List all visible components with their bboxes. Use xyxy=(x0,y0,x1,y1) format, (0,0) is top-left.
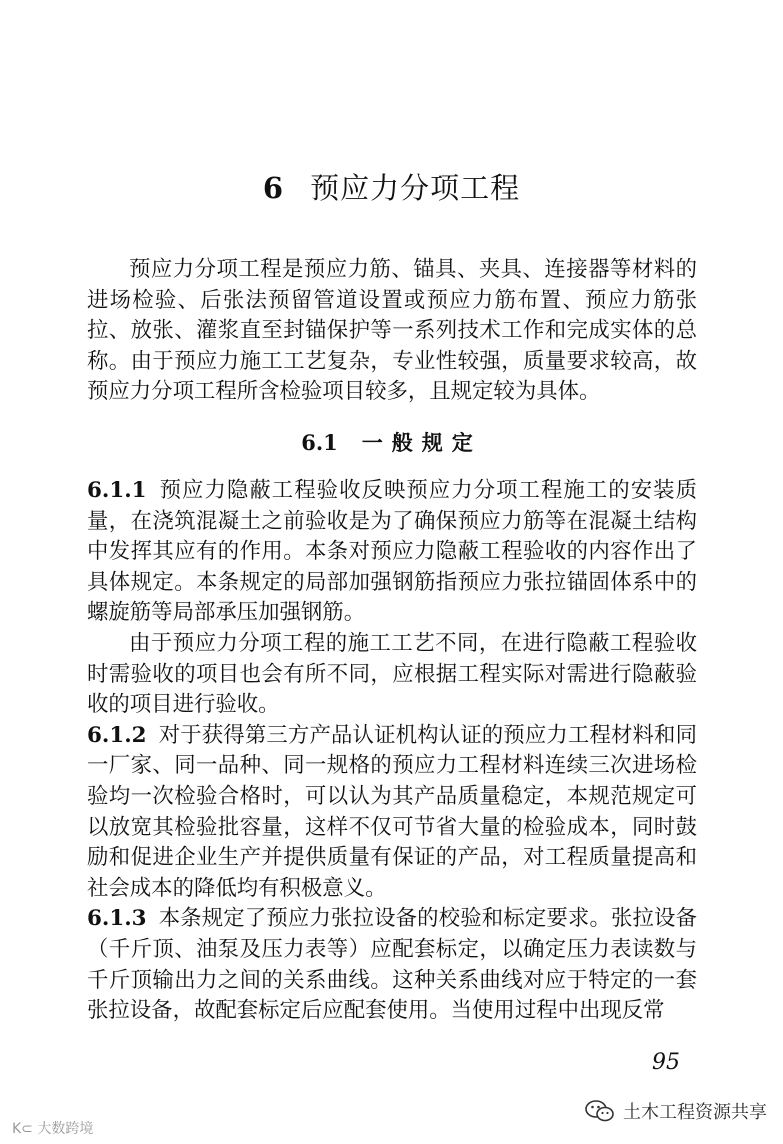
watermark-right xyxy=(585,1098,767,1124)
clause-text: 本条规定了预应力张拉设备的校验和标定要求。张拉设备（千斤顶、油泵及压力表等）应配套标定，以确定压力表读数与千斤顶输出力之间的关系曲线。这种关系曲线对应于特定的一套张拉设备，故配套标定后应配套使用。当使用过程中出现反常 xyxy=(87,906,697,1024)
intro-block xyxy=(87,255,697,408)
intro-paragraph: 预应力分项工程是预应力筋、锚具、夹具、连接器等材料的进场检验、后张法预留管道设置或预应力筋布置、预应力筋张拉、放张、灌浆直至封锚保护等一系列技术工作和完成实体的总称。由于预应力施工工艺复杂，专业性较强，质量要求较高，故预应力分项工程所含检验项目较多，且规定较为具体。 xyxy=(87,257,697,405)
watermark-right-text: 土木工程资源共享 xyxy=(623,1102,767,1123)
clause-number: 6.1.1 xyxy=(87,478,147,503)
clause-text: 对于获得第三方产品认证机构认证的预应力工程材料和同一厂家、同一品种、同一规格的预应力工程材料连续三次进场检验均一次检验合格时，可以认为其产品质量稳定，本规范规定可以放宽其检验批容量，这样不仅可节省大量的检验成本，同时鼓励和促进企业生产并提供质量有保证的产品，对工程质量提高和社会成本的降低均有积极意义。 xyxy=(87,722,697,901)
section-heading xyxy=(0,427,783,457)
clause-text: 预应力隐蔽工程验收反映预应力分项工程施工的安装质量，在浇筑混凝土之前验收是为了确保预应力筋等在混凝土结构中发挥其应有的作用。本条对预应力隐蔽工程验收的内容作出了具体规定。本条规定的局部加强钢筋指预应力张拉锚固体系中的螺旋筋等局部承压加强钢筋。 xyxy=(87,478,697,626)
clause-paragraph xyxy=(87,476,697,629)
wechat-icon xyxy=(585,1099,615,1123)
chapter-title xyxy=(0,166,783,207)
section-body xyxy=(87,476,697,1027)
page-number: 95 xyxy=(652,1050,680,1075)
chapter-title-text: 预应力分项工程 xyxy=(310,171,521,205)
clause-number: 6.1.2 xyxy=(87,722,147,748)
chapter-number: 6 xyxy=(262,171,285,205)
watermark-left: K⊂ 大数跨境 xyxy=(12,1121,94,1137)
clause-paragraph xyxy=(87,904,697,1026)
clause-number: 6.1.3 xyxy=(87,906,147,932)
section-title: 一般规定 xyxy=(361,430,482,455)
clause-continuation: 由于预应力分项工程的施工工艺不同，在进行隐蔽工程验收时需验收的项目也会有所不同，应根据工程实际对需进行隐蔽验收的项目进行验收。 xyxy=(87,630,697,718)
section-number: 6.1 xyxy=(301,430,338,455)
clause-paragraph xyxy=(87,721,697,905)
